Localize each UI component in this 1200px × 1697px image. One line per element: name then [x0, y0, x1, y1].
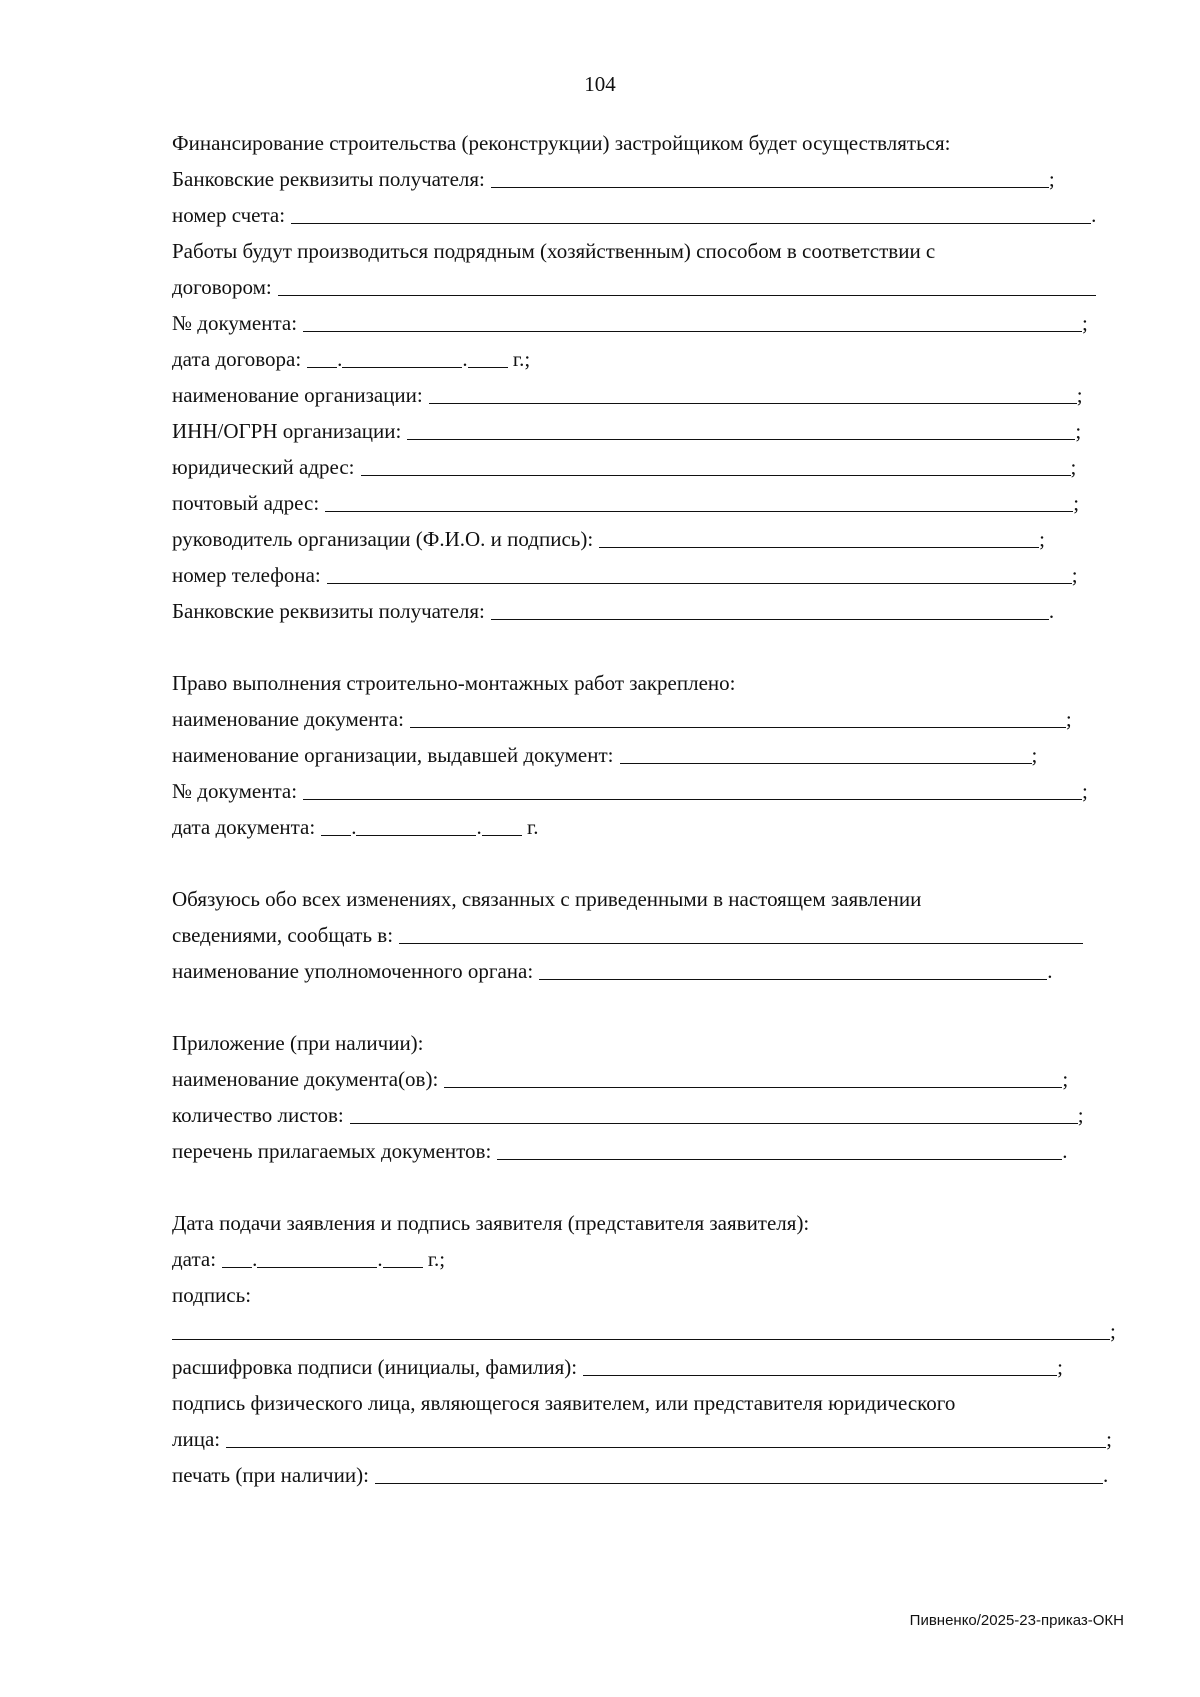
- postal-address-label: почтовый адрес:: [172, 491, 320, 515]
- report-to-field[interactable]: [399, 919, 1083, 944]
- account-number-line: номер счета: .: [172, 192, 1124, 228]
- pledge-line: [172, 876, 1124, 912]
- inn-label: ИНН/ОГРН организации:: [172, 419, 402, 443]
- intro-line: [172, 120, 1124, 156]
- bank-details2-field[interactable]: [491, 595, 1049, 620]
- attach-title-line: [172, 1020, 1124, 1056]
- works-line: [172, 228, 1124, 264]
- doc-no2-field[interactable]: [303, 775, 1082, 800]
- postal-address-line: почтовый адрес: ;: [172, 480, 1124, 516]
- stamp-line: печать (при наличии): .: [172, 1452, 1124, 1488]
- right-title-line: [172, 660, 1124, 696]
- face-field[interactable]: [226, 1423, 1106, 1448]
- phys-sign-text: подпись физического лица, являющегося заявителем, или представителя юридического: [172, 1391, 956, 1415]
- issuer-field[interactable]: [620, 739, 1032, 764]
- doc-month-field[interactable]: [356, 813, 476, 836]
- contract-line: [172, 264, 1124, 300]
- bank-details-line: Банковские реквизиты получателя: ;: [172, 156, 1124, 192]
- inn-line: ИНН/ОГРН организации: ;: [172, 408, 1124, 444]
- doc-date-label: дата документа:: [172, 815, 316, 839]
- decode-label: расшифровка подписи (инициалы, фамилия):: [172, 1355, 578, 1379]
- doc-list-line: перечень прилагаемых документов: .: [172, 1128, 1124, 1164]
- doc-no-label: № документа:: [172, 311, 298, 335]
- doc-name-field[interactable]: [410, 703, 1066, 728]
- org-name-line: наименование организации: ;: [172, 372, 1124, 408]
- contract-month-field[interactable]: [342, 345, 462, 368]
- works-text: Работы будут производиться подрядным (хозяйственным) способом в соответствии с: [172, 239, 936, 263]
- doc-name-line: наименование документа: ;: [172, 696, 1124, 732]
- signature-field[interactable]: [172, 1315, 1110, 1340]
- sign-title: Дата подачи заявления и подпись заявителя (представителя заявителя):: [172, 1211, 810, 1235]
- decode-line: расшифровка подписи (инициалы, фамилия): ;: [172, 1344, 1124, 1380]
- right-title: Право выполнения строительно-монтажных работ закреплено:: [172, 671, 736, 695]
- phone-label: номер телефона:: [172, 563, 321, 587]
- doc-date-line: дата документа: . . г.: [172, 815, 539, 839]
- contract-label: договором:: [172, 275, 272, 299]
- sheets-field[interactable]: [350, 1099, 1078, 1124]
- doc-no2-label: № документа:: [172, 779, 298, 803]
- attach-title: Приложение (при наличии):: [172, 1031, 424, 1055]
- sign-title-line: [172, 1200, 1124, 1236]
- org-name-label: наименование организации:: [172, 383, 423, 407]
- authority-field[interactable]: [539, 955, 1047, 980]
- intro-text: Финансирование строительства (реконструкции) застройщиком будет осуществляться:: [172, 131, 951, 155]
- doc-list-label: перечень прилагаемых документов:: [172, 1139, 492, 1163]
- doc-no2-line: № документа: ;: [172, 768, 1124, 804]
- doc-year-field[interactable]: [482, 813, 522, 836]
- doc-list-field[interactable]: [497, 1135, 1062, 1160]
- sheets-line: количество листов: ;: [172, 1092, 1124, 1128]
- doc-day-field[interactable]: [321, 813, 351, 836]
- phone-line: номер телефона: ;: [172, 552, 1124, 588]
- sign-day-field[interactable]: [222, 1245, 252, 1268]
- contract-day-field[interactable]: [307, 345, 337, 368]
- contract-date-label: дата договора:: [172, 347, 302, 371]
- signature-field-line: ;: [172, 1308, 1124, 1344]
- face-label: лица:: [172, 1427, 221, 1451]
- phys-sign-line: [172, 1380, 1124, 1416]
- postal-address-field[interactable]: [325, 487, 1073, 512]
- head-line: руководитель организации (Ф.И.О. и подпись): ;: [172, 516, 1124, 552]
- contract-field[interactable]: [278, 271, 1096, 296]
- attach-docs-line: наименование документа(ов): ;: [172, 1056, 1124, 1092]
- sign-year-field[interactable]: [383, 1245, 423, 1268]
- legal-address-label: юридический адрес:: [172, 455, 355, 479]
- stamp-field[interactable]: [375, 1459, 1103, 1484]
- doc-no-line: № документа: ;: [172, 300, 1124, 336]
- bank-details2-line: Банковские реквизиты получателя: .: [172, 588, 1124, 624]
- signature-label-line: [172, 1272, 1124, 1308]
- form-body: [172, 120, 1124, 1488]
- date-line: дата: . . г.;: [172, 1247, 446, 1271]
- report-to-line: [172, 912, 1124, 948]
- authority-label: наименование уполномоченного органа:: [172, 959, 534, 983]
- legal-address-field[interactable]: [361, 451, 1071, 476]
- account-number-label: номер счета:: [172, 203, 286, 227]
- attach-docs-label: наименование документа(ов):: [172, 1067, 439, 1091]
- footer-reference: Пивненко/2025-23-приказ-ОКН: [909, 1612, 1124, 1629]
- doc-name-label: наименование документа:: [172, 707, 404, 731]
- signature-label: подпись:: [172, 1283, 252, 1307]
- bank-details-field[interactable]: [491, 163, 1049, 188]
- head-label: руководитель организации (Ф.И.О. и подпись):: [172, 527, 594, 551]
- account-number-field[interactable]: [291, 199, 1091, 224]
- pledge-text: Обязуюсь обо всех изменениях, связанных с приведенными в настоящем заявлении: [172, 887, 922, 911]
- authority-line: наименование уполномоченного органа: .: [172, 948, 1124, 984]
- bank-details2-label: Банковские реквизиты получателя:: [172, 599, 485, 623]
- inn-field[interactable]: [407, 415, 1075, 440]
- contract-year-field[interactable]: [468, 345, 508, 368]
- doc-no-field[interactable]: [303, 307, 1082, 332]
- bank-details-label: Банковские реквизиты получателя:: [172, 167, 485, 191]
- legal-address-line: юридический адрес: ;: [172, 444, 1124, 480]
- contract-date-line: дата договора: . . г.;: [172, 347, 531, 371]
- report-to-label: сведениями, сообщать в:: [172, 923, 394, 947]
- org-name-field[interactable]: [429, 379, 1077, 404]
- page-number: 104: [584, 72, 616, 96]
- decode-field[interactable]: [583, 1351, 1057, 1376]
- date-label: дата:: [172, 1247, 217, 1271]
- issuer-line: наименование организации, выдавшей документ: ;: [172, 732, 1124, 768]
- issuer-label: наименование организации, выдавшей документ:: [172, 743, 614, 767]
- sign-month-field[interactable]: [257, 1245, 377, 1268]
- face-line: лица: ;: [172, 1416, 1124, 1452]
- head-field[interactable]: [599, 523, 1039, 548]
- sheets-label: количество листов:: [172, 1103, 344, 1127]
- attach-docs-field[interactable]: [444, 1063, 1062, 1088]
- stamp-label: печать (при наличии):: [172, 1463, 369, 1487]
- phone-field[interactable]: [327, 559, 1072, 584]
